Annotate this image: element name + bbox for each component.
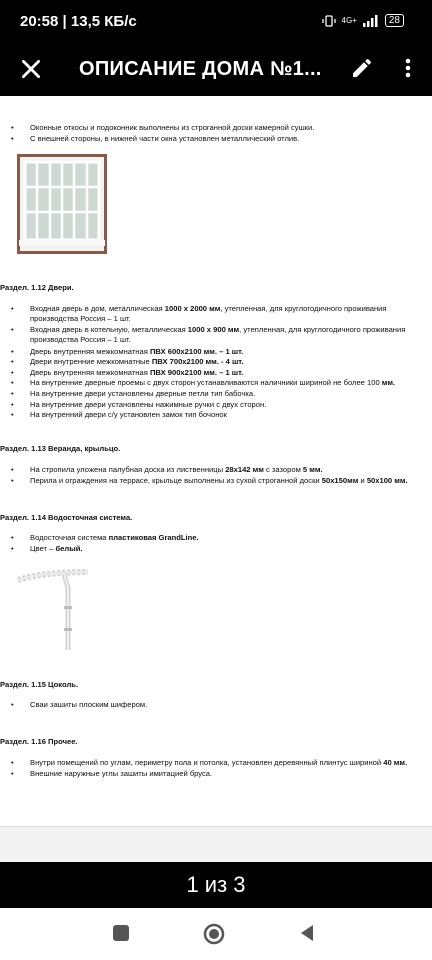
list-item: • Сваи зашиты плоским шифером.: [11, 700, 148, 709]
list-item: • Входная дверь в дом, металлическая 1000 х 2000 мм, утепленная, для круглогодичного проживания производства Россия – 1 шт.: [11, 304, 387, 323]
document-title: ОПИСАНИЕ ДОМА №1...: [79, 58, 322, 80]
list-item: • Дверь внутренняя межкомнатная ПВХ 900х2100 мм. – 1 шт.: [11, 368, 244, 377]
battery-level: 28: [385, 14, 404, 27]
close-icon[interactable]: [18, 56, 44, 82]
status-bar: [0, 0, 432, 44]
list-item: • На внутренние двери установлены нажимные ручки с двух сторон.: [11, 400, 267, 409]
vibrate-icon: [322, 15, 336, 27]
page-gap: [0, 827, 432, 862]
recents-icon[interactable]: [112, 924, 130, 942]
status-icons: [322, 14, 404, 27]
section-heading: Раздел. 1.16 Прочее.: [0, 737, 78, 746]
system-nav-bar: [0, 908, 432, 960]
home-icon[interactable]: [202, 922, 226, 946]
list-item: • Дверь внутренняя межкомнатная ПВХ 600х2100 мм. – 1 шт.: [11, 347, 244, 356]
watermark: ID 303855839: [170, 790, 321, 815]
section-heading: Раздел. 1.14 Водосточная система.: [0, 513, 133, 522]
document-page[interactable]: [0, 96, 432, 862]
back-icon[interactable]: [298, 923, 318, 943]
gutter-photo: [14, 566, 94, 654]
list-item: • Двери внутренние межкомнатные ПВХ 700х2100 мм. - 4 шт.: [11, 357, 244, 366]
list-item: • Оконные откосы и подоконник выполнены из строганной доски камерной сушки.: [11, 123, 315, 132]
page-indicator: 1 из 3: [186, 872, 246, 897]
page-indicator-bar: [0, 862, 432, 908]
list-item: • С внешней стороны, в нижней части окна установлен металлический отлив.: [11, 134, 300, 143]
list-item: • Водосточная система пластиковая GrandLine.: [11, 533, 199, 542]
list-item: • Внешние наружные углы зашиты имитацией бруса.: [11, 769, 213, 778]
more-vert-icon[interactable]: [396, 56, 420, 80]
network-type: 4G+: [341, 16, 357, 25]
status-time: 20:58 | 13,5 КБ/с: [20, 13, 137, 30]
list-item: • Перила и ограждения на террасе, крыльце выполнены из сухой строганной доски 50х150мм и 50х100 мм.: [11, 476, 408, 485]
section-heading: Раздел. 1.15 Цоколь.: [0, 680, 79, 689]
section-heading: Раздел. 1.13 Веранда, крыльцо.: [0, 444, 121, 453]
list-item: • Цвет – белый.: [11, 544, 83, 553]
pencil-icon[interactable]: [350, 56, 374, 80]
list-item: • На внутренние двери установлены дверные петли тип бабочка.: [11, 389, 256, 398]
list-item: • На внутренние дверные проемы с двух сторон устанавливаются наличники шириной не более 100 мм.: [11, 378, 396, 387]
list-item: • Входная дверь в котельную, металлическая 1000 х 900 мм, утепленная, для круглогодичного проживания производства Россия – 1 шт.: [11, 325, 406, 344]
list-item: • Внутри помещений по углам, периметру пола и потолка, установлен деревянный плинтус шириной 40 мм.: [11, 758, 408, 767]
signal-icon: [363, 15, 379, 27]
app-bar: [0, 44, 432, 96]
window-photo: [17, 154, 107, 254]
section-heading: Раздел. 1.12 Двери.: [0, 283, 74, 292]
list-item: • На стропила уложена палубная доска из лиственницы 28х142 мм с зазором 5 мм.: [11, 465, 323, 474]
list-item: • На внутренний двери с/у установлен замок тип бочонок: [11, 410, 227, 419]
